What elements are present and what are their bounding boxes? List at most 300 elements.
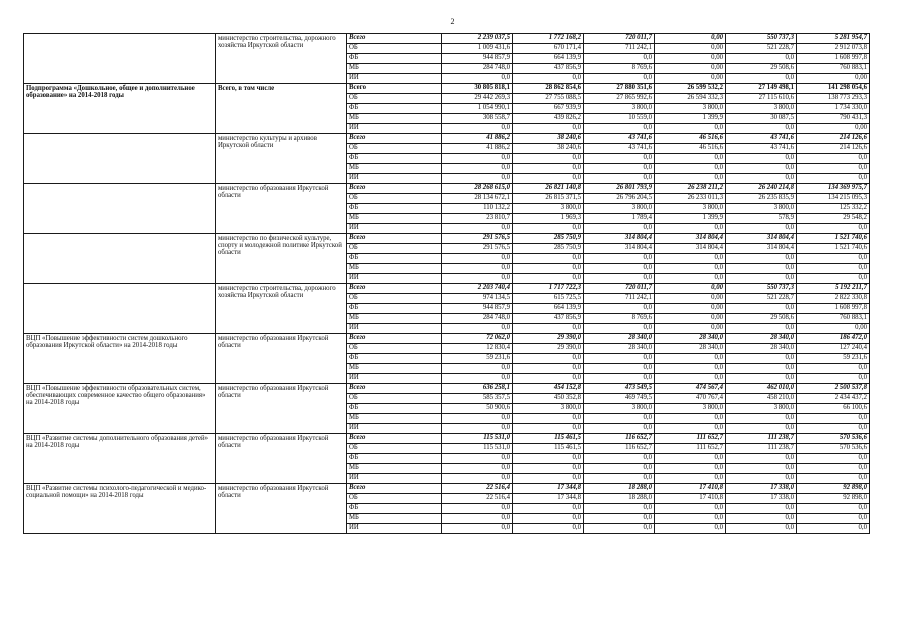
year-value-cell: 0,0 [513, 424, 584, 434]
total-value-cell: 0,0 [797, 224, 870, 234]
year-value-cell: 944 857,9 [442, 304, 513, 314]
funding-source-cell: ФБ [347, 354, 442, 364]
year-value-cell: 23 810,7 [442, 214, 513, 224]
year-value-cell: 0,0 [584, 424, 655, 434]
year-value-cell: 0,0 [655, 164, 726, 174]
year-value-cell: 615 725,5 [513, 294, 584, 304]
total-value-cell: 0,0 [797, 374, 870, 384]
year-value-cell: 0,0 [726, 364, 797, 374]
year-value-cell: 0,0 [655, 224, 726, 234]
program-name-cell [24, 34, 216, 84]
year-value-cell: 17 338,0 [726, 484, 797, 494]
total-value-cell: 125 332,2 [797, 204, 870, 214]
year-value-cell: 0,0 [513, 274, 584, 284]
year-value-cell: 0,0 [726, 124, 797, 134]
year-value-cell: 0,0 [726, 164, 797, 174]
funding-source-cell: ФБ [347, 304, 442, 314]
year-value-cell: 0,0 [584, 254, 655, 264]
funding-source-cell: ИИ [347, 524, 442, 534]
year-value-cell: 0,0 [584, 364, 655, 374]
year-value-cell: 0,0 [726, 354, 797, 364]
year-value-cell: 550 737,3 [726, 34, 797, 44]
year-value-cell: 314 804,4 [584, 234, 655, 244]
year-value-cell: 285 750,9 [513, 234, 584, 244]
year-value-cell: 29 508,6 [726, 64, 797, 74]
table-row [24, 334, 870, 344]
year-value-cell: 314 804,4 [726, 234, 797, 244]
year-value-cell: 17 344,8 [513, 494, 584, 504]
total-value-cell: 59 231,6 [797, 354, 870, 364]
year-value-cell: 0,0 [513, 224, 584, 234]
year-value-cell: 0,0 [442, 464, 513, 474]
year-value-cell: 0,0 [584, 74, 655, 84]
year-value-cell: 0,0 [655, 424, 726, 434]
year-value-cell: 0,0 [655, 504, 726, 514]
funding-source-cell: ОБ [347, 94, 442, 104]
year-value-cell: 0,0 [584, 354, 655, 364]
program-name-cell: Подпрограмма «Дошкольное, общее и дополнительное образование» на 2014-2018 годы [24, 84, 216, 134]
year-value-cell: 111 238,7 [726, 444, 797, 454]
year-value-cell: 462 010,0 [726, 384, 797, 394]
year-value-cell: 0,0 [513, 374, 584, 384]
year-value-cell: 0,0 [442, 274, 513, 284]
year-value-cell: 439 826,2 [513, 114, 584, 124]
year-value-cell: 1 969,3 [513, 214, 584, 224]
funding-source-cell: ФБ [347, 154, 442, 164]
year-value-cell: 0,0 [726, 464, 797, 474]
year-value-cell: 38 240,6 [513, 134, 584, 144]
year-value-cell: 0,0 [655, 514, 726, 524]
year-value-cell: 3 800,0 [513, 404, 584, 414]
year-value-cell: 28 268 615,0 [442, 184, 513, 194]
year-value-cell: 578,9 [726, 214, 797, 224]
year-value-cell: 3 800,0 [655, 104, 726, 114]
year-value-cell: 41 886,2 [442, 134, 513, 144]
year-value-cell: 0,00 [655, 64, 726, 74]
funding-source-cell: ФБ [347, 254, 442, 264]
year-value-cell: 0,0 [726, 254, 797, 264]
funding-source-cell: ОБ [347, 344, 442, 354]
funding-source-cell: МБ [347, 264, 442, 274]
year-value-cell: 29 508,6 [726, 314, 797, 324]
year-value-cell: 0,0 [442, 154, 513, 164]
year-value-cell: 26 233 011,3 [655, 194, 726, 204]
year-value-cell: 0,0 [655, 474, 726, 484]
total-value-cell: 0,0 [797, 414, 870, 424]
year-value-cell: 314 804,4 [655, 234, 726, 244]
total-value-cell: 0,0 [797, 454, 870, 464]
total-value-cell: 0,0 [797, 464, 870, 474]
funding-source-cell: ОБ [347, 244, 442, 254]
year-value-cell: 28 340,0 [584, 334, 655, 344]
year-value-cell: 0,0 [442, 174, 513, 184]
total-value-cell: 5 192 211,7 [797, 284, 870, 294]
year-value-cell: 0,00 [655, 74, 726, 84]
year-value-cell: 664 139,9 [513, 54, 584, 64]
program-name-cell [24, 234, 216, 284]
year-value-cell: 0,0 [584, 274, 655, 284]
total-value-cell: 0,0 [797, 264, 870, 274]
year-value-cell: 454 152,8 [513, 384, 584, 394]
total-value-cell: 0,0 [797, 274, 870, 284]
year-value-cell: 0,0 [513, 504, 584, 514]
funding-source-cell: МБ [347, 414, 442, 424]
year-value-cell: 110 132,2 [442, 204, 513, 214]
year-value-cell: 3 800,0 [584, 204, 655, 214]
total-value-cell: 1 521 740,6 [797, 234, 870, 244]
year-value-cell: 291 576,5 [442, 244, 513, 254]
funding-source-cell: ОБ [347, 194, 442, 204]
year-value-cell: 0,0 [442, 264, 513, 274]
year-value-cell: 17 410,8 [655, 494, 726, 504]
year-value-cell: 27 865 992,6 [584, 94, 655, 104]
funding-source-cell: ОБ [347, 44, 442, 54]
total-value-cell: 0,00 [797, 74, 870, 84]
year-value-cell: 0,0 [513, 174, 584, 184]
total-value-cell: 0,00 [797, 124, 870, 134]
total-value-cell: 760 883,1 [797, 64, 870, 74]
year-value-cell: 0,0 [726, 374, 797, 384]
funding-source-cell: Всего [347, 334, 442, 344]
year-value-cell: 0,0 [584, 464, 655, 474]
table-row [24, 134, 870, 144]
year-value-cell: 29 390,0 [513, 334, 584, 344]
year-value-cell: 28 340,0 [584, 344, 655, 354]
year-value-cell: 0,0 [513, 454, 584, 464]
year-value-cell: 22 516,4 [442, 484, 513, 494]
year-value-cell: 0,00 [655, 34, 726, 44]
year-value-cell: 0,0 [726, 174, 797, 184]
year-value-cell: 0,0 [513, 524, 584, 534]
year-value-cell: 0,0 [513, 514, 584, 524]
year-value-cell: 0,0 [726, 414, 797, 424]
year-value-cell: 3 800,0 [726, 404, 797, 414]
year-value-cell: 314 804,4 [584, 244, 655, 254]
table-row [24, 284, 870, 294]
year-value-cell: 22 516,4 [442, 494, 513, 504]
year-value-cell: 17 344,8 [513, 484, 584, 494]
year-value-cell: 28 340,0 [655, 334, 726, 344]
year-value-cell: 0,0 [513, 74, 584, 84]
year-value-cell: 18 288,0 [584, 484, 655, 494]
year-value-cell: 0,0 [513, 414, 584, 424]
year-value-cell: 437 856,9 [513, 314, 584, 324]
year-value-cell: 0,0 [513, 164, 584, 174]
funding-source-cell: ИИ [347, 474, 442, 484]
year-value-cell: 29 442 269,3 [442, 94, 513, 104]
year-value-cell: 72 062,0 [442, 334, 513, 344]
total-value-cell: 127 240,4 [797, 344, 870, 354]
year-value-cell: 1 054 990,1 [442, 104, 513, 114]
funding-source-cell: ИИ [347, 124, 442, 134]
year-value-cell: 115 531,0 [442, 444, 513, 454]
year-value-cell: 0,0 [442, 324, 513, 334]
year-value-cell: 1 009 431,6 [442, 44, 513, 54]
year-value-cell: 0,00 [655, 304, 726, 314]
total-value-cell: 0,00 [797, 324, 870, 334]
funding-source-cell: ФБ [347, 104, 442, 114]
funding-source-cell: Всего [347, 484, 442, 494]
executor-cell: министерство образования Иркутской области [216, 184, 347, 234]
program-name-cell: ВЦП «Повышение эффективности систем дошкольного образования Иркутской области» на 2014-2018 годы [24, 334, 216, 384]
table-row [24, 434, 870, 444]
year-value-cell: 308 558,7 [442, 114, 513, 124]
year-value-cell: 474 567,4 [655, 384, 726, 394]
year-value-cell: 0,0 [584, 524, 655, 534]
year-value-cell: 46 516,6 [655, 134, 726, 144]
year-value-cell: 46 516,6 [655, 144, 726, 154]
year-value-cell: 470 767,4 [655, 394, 726, 404]
executor-cell: министерство культуры и архивов Иркутской области [216, 134, 347, 184]
funding-source-cell: ФБ [347, 504, 442, 514]
year-value-cell: 26 235 835,9 [726, 194, 797, 204]
table-row [24, 384, 870, 394]
funding-source-cell: МБ [347, 164, 442, 174]
year-value-cell: 0,0 [442, 514, 513, 524]
total-value-cell: 134 215 095,3 [797, 194, 870, 204]
year-value-cell: 28 862 854,6 [513, 84, 584, 94]
funding-source-cell: ИИ [347, 224, 442, 234]
year-value-cell: 28 134 672,1 [442, 194, 513, 204]
year-value-cell: 3 800,0 [584, 104, 655, 114]
year-value-cell: 314 804,4 [655, 244, 726, 254]
program-name-cell [24, 184, 216, 234]
year-value-cell: 469 749,5 [584, 394, 655, 404]
year-value-cell: 0,0 [442, 74, 513, 84]
year-value-cell: 0,0 [726, 74, 797, 84]
funding-source-cell: ОБ [347, 144, 442, 154]
year-value-cell: 0,0 [584, 154, 655, 164]
year-value-cell: 0,0 [442, 164, 513, 174]
year-value-cell: 30 805 818,1 [442, 84, 513, 94]
year-value-cell: 0,0 [726, 264, 797, 274]
year-value-cell: 0,0 [655, 524, 726, 534]
executor-cell: министерство образования Иркутской области [216, 434, 347, 484]
executor-cell: министерство образования Иркутской области [216, 384, 347, 434]
total-value-cell: 1 608 997,8 [797, 54, 870, 64]
funding-source-cell: МБ [347, 114, 442, 124]
year-value-cell: 0,0 [584, 124, 655, 134]
year-value-cell: 30 087,5 [726, 114, 797, 124]
year-value-cell: 0,0 [442, 504, 513, 514]
year-value-cell: 0,0 [726, 454, 797, 464]
funding-source-cell: МБ [347, 314, 442, 324]
year-value-cell: 28 340,0 [726, 344, 797, 354]
year-value-cell: 3 800,0 [655, 404, 726, 414]
year-value-cell: 0,00 [655, 314, 726, 324]
executor-cell: министерство образования Иркутской области [216, 484, 347, 534]
year-value-cell: 0,0 [584, 504, 655, 514]
total-value-cell: 2 822 330,8 [797, 294, 870, 304]
year-value-cell: 0,0 [442, 474, 513, 484]
year-value-cell: 0,0 [584, 474, 655, 484]
funding-source-cell: ИИ [347, 424, 442, 434]
year-value-cell: 26 815 371,5 [513, 194, 584, 204]
year-value-cell: 3 800,0 [726, 204, 797, 214]
year-value-cell: 0,0 [726, 474, 797, 484]
year-value-cell: 0,00 [655, 54, 726, 64]
year-value-cell: 0,0 [584, 454, 655, 464]
year-value-cell: 550 737,3 [726, 284, 797, 294]
table-row [24, 484, 870, 494]
year-value-cell: 0,0 [513, 364, 584, 374]
executor-cell: министерство образования Иркутской области [216, 334, 347, 384]
year-value-cell: 3 800,0 [584, 404, 655, 414]
year-value-cell: 0,0 [442, 524, 513, 534]
year-value-cell: 43 741,6 [726, 134, 797, 144]
year-value-cell: 26 594 332,3 [655, 94, 726, 104]
year-value-cell: 3 800,0 [513, 204, 584, 214]
table-row [24, 84, 870, 94]
year-value-cell: 720 011,7 [584, 34, 655, 44]
year-value-cell: 3 800,0 [726, 104, 797, 114]
funding-source-cell: ОБ [347, 394, 442, 404]
year-value-cell: 1 399,9 [655, 114, 726, 124]
year-value-cell: 0,0 [726, 304, 797, 314]
total-value-cell: 1 521 740,6 [797, 244, 870, 254]
year-value-cell: 0,0 [726, 224, 797, 234]
year-value-cell: 28 340,0 [655, 344, 726, 354]
program-name-cell: ВЦП «Повышение эффективности образовательных систем, обеспечивающих современное качество общего образования» на 2014-2018 годы [24, 384, 216, 434]
year-value-cell: 0,0 [726, 274, 797, 284]
total-value-cell: 0,0 [797, 514, 870, 524]
year-value-cell: 27 115 610,6 [726, 94, 797, 104]
year-value-cell: 29 390,0 [513, 344, 584, 354]
year-value-cell: 115 461,5 [513, 444, 584, 454]
year-value-cell: 0,0 [726, 514, 797, 524]
year-value-cell: 0,0 [442, 454, 513, 464]
total-value-cell: 790 431,3 [797, 114, 870, 124]
year-value-cell: 0,0 [584, 374, 655, 384]
year-value-cell: 458 210,0 [726, 394, 797, 404]
year-value-cell: 0,0 [513, 464, 584, 474]
total-value-cell: 66 100,6 [797, 404, 870, 414]
year-value-cell: 0,00 [655, 284, 726, 294]
year-value-cell: 0,0 [442, 374, 513, 384]
year-value-cell: 2 203 740,4 [442, 284, 513, 294]
funding-source-cell: ФБ [347, 54, 442, 64]
year-value-cell: 0,0 [655, 124, 726, 134]
total-value-cell: 0,0 [797, 504, 870, 514]
funding-source-cell: Всего [347, 384, 442, 394]
year-value-cell: 27 880 351,6 [584, 84, 655, 94]
year-value-cell: 0,0 [726, 324, 797, 334]
year-value-cell: 26 796 204,5 [584, 194, 655, 204]
year-value-cell: 26 599 532,2 [655, 84, 726, 94]
funding-source-cell: Всего [347, 134, 442, 144]
year-value-cell: 0,0 [655, 464, 726, 474]
funding-source-cell: ФБ [347, 454, 442, 464]
total-value-cell: 214 126,6 [797, 134, 870, 144]
executor-cell: министерство по физической культуре, спорту и молодежной политике Иркутской области [216, 234, 347, 284]
year-value-cell: 0,0 [726, 504, 797, 514]
table-row [24, 234, 870, 244]
year-value-cell: 116 652,7 [584, 444, 655, 454]
year-value-cell: 0,0 [442, 424, 513, 434]
year-value-cell: 944 857,9 [442, 54, 513, 64]
year-value-cell: 711 242,1 [584, 294, 655, 304]
funding-source-cell: Всего [347, 34, 442, 44]
program-name-cell: ВЦП «Развитие системы дополнительного образования детей» на 2014-2018 годы [24, 434, 216, 484]
year-value-cell: 115 531,0 [442, 434, 513, 444]
total-value-cell: 2 434 437,2 [797, 394, 870, 404]
year-value-cell: 111 652,7 [655, 444, 726, 454]
year-value-cell: 285 750,9 [513, 244, 584, 254]
year-value-cell: 8 769,6 [584, 314, 655, 324]
funding-source-cell: ОБ [347, 494, 442, 504]
year-value-cell: 0,0 [513, 324, 584, 334]
year-value-cell: 284 748,0 [442, 64, 513, 74]
total-value-cell: 214 126,6 [797, 144, 870, 154]
executor-cell: министерство строительства, дорожного хозяйства Иркутской области [216, 284, 347, 334]
year-value-cell: 38 240,6 [513, 144, 584, 154]
year-value-cell: 664 139,9 [513, 304, 584, 314]
funding-source-cell: МБ [347, 214, 442, 224]
year-value-cell: 667 939,9 [513, 104, 584, 114]
year-value-cell: 17 338,0 [726, 494, 797, 504]
year-value-cell: 0,0 [442, 224, 513, 234]
funding-source-cell: Всего [347, 184, 442, 194]
funding-source-cell: ФБ [347, 204, 442, 214]
total-value-cell: 92 898,0 [797, 494, 870, 504]
year-value-cell: 0,0 [655, 364, 726, 374]
budget-table [23, 33, 870, 534]
funding-source-cell: ОБ [347, 294, 442, 304]
year-value-cell: 0,0 [442, 254, 513, 264]
total-value-cell: 186 472,0 [797, 334, 870, 344]
total-value-cell: 0,0 [797, 474, 870, 484]
year-value-cell: 521 228,7 [726, 44, 797, 54]
program-name-cell [24, 284, 216, 334]
year-value-cell: 284 748,0 [442, 314, 513, 324]
funding-source-cell: ИИ [347, 74, 442, 84]
year-value-cell: 0,00 [655, 44, 726, 54]
total-value-cell: 760 883,1 [797, 314, 870, 324]
total-value-cell: 0,0 [797, 174, 870, 184]
funding-source-cell: МБ [347, 514, 442, 524]
year-value-cell: 0,0 [584, 164, 655, 174]
year-value-cell: 26 801 793,9 [584, 184, 655, 194]
year-value-cell: 0,0 [513, 154, 584, 164]
total-value-cell: 0,0 [797, 254, 870, 264]
year-value-cell: 28 340,0 [726, 334, 797, 344]
year-value-cell: 0,0 [513, 264, 584, 274]
year-value-cell: 0,0 [442, 124, 513, 134]
year-value-cell: 0,0 [584, 54, 655, 64]
executor-cell: министерство строительства, дорожного хозяйства Иркутской области [216, 34, 347, 84]
year-value-cell: 1 717 722,3 [513, 284, 584, 294]
funding-source-cell: ИИ [347, 324, 442, 334]
budget-table-body [24, 34, 870, 534]
year-value-cell: 521 228,7 [726, 294, 797, 304]
year-value-cell: 0,0 [584, 174, 655, 184]
year-value-cell: 0,0 [442, 364, 513, 374]
year-value-cell: 2 239 037,5 [442, 34, 513, 44]
funding-source-cell: ИИ [347, 374, 442, 384]
year-value-cell: 0,0 [584, 264, 655, 274]
year-value-cell: 18 288,0 [584, 494, 655, 504]
total-value-cell: 92 898,0 [797, 484, 870, 494]
year-value-cell: 0,0 [584, 514, 655, 524]
total-value-cell: 0,0 [797, 524, 870, 534]
total-value-cell: 1 734 330,0 [797, 104, 870, 114]
year-value-cell: 26 240 214,8 [726, 184, 797, 194]
year-value-cell: 41 886,2 [442, 144, 513, 154]
year-value-cell: 1 399,9 [655, 214, 726, 224]
program-name-cell [24, 134, 216, 184]
year-value-cell: 26 821 140,8 [513, 184, 584, 194]
year-value-cell: 0,0 [442, 414, 513, 424]
